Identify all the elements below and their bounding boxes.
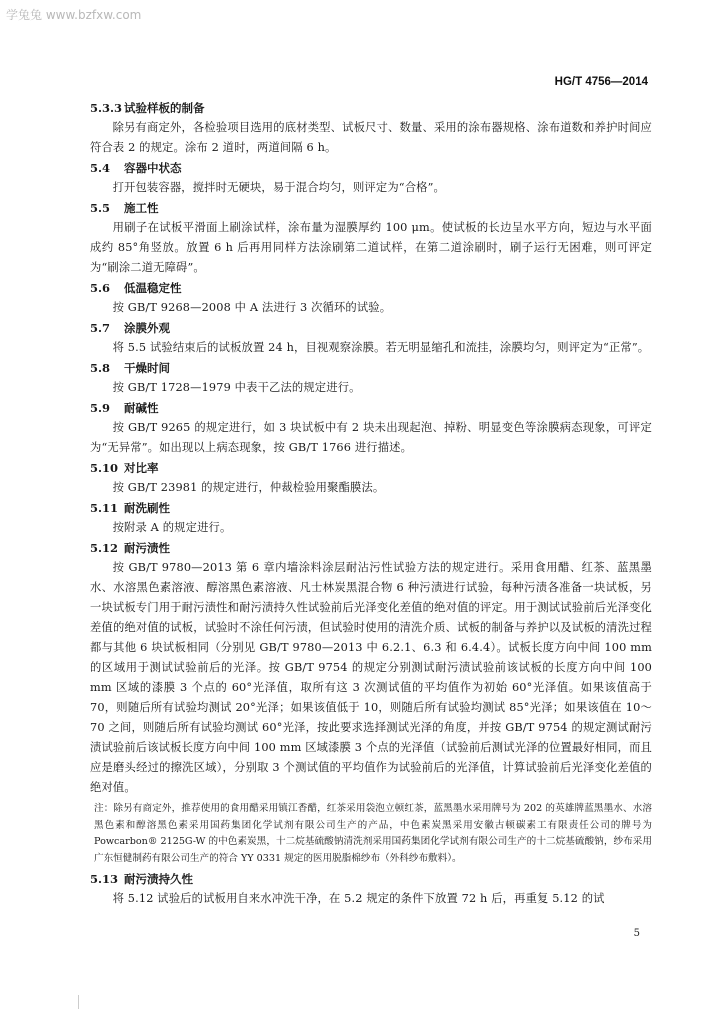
heading-5-12: 5.12 耐污渍性	[90, 541, 170, 555]
para-5-3-3: 除另有商定外，各检验项目选用的底材类型、试板尺寸、数量、采用的涂布器规格、涂布道数和养护时间应符合表 2 的规定。涂布 2 道时，两道间隔 6 h。	[90, 121, 652, 154]
para-5-11: 按附录 A 的规定进行。	[112, 521, 232, 534]
heading-5-10: 5.10 对比率	[90, 461, 159, 475]
heading-5-11: 5.11 耐洗刷性	[90, 501, 170, 515]
para-5-13: 将 5.12 试验后的试板用自来水冲洗干净，在 5.2 规定的条件下放置 72 h 后，再重复 5.12 的试	[112, 892, 605, 905]
standard-number: HG/T 4756—2014	[554, 76, 648, 88]
scan-edge-mark	[78, 995, 79, 1009]
para-5-12: 按 GB/T 9780—2013 第 6 章内墙涂料涂层耐沾污性试验方法的规定进行。采用食用醋、红茶、蓝黑墨水、水溶黑色素溶液、醇溶黑色素溶液、凡士林炭黑混合物 6 种污渍进行试验，每种污渍各准备一块试板，另一块试板专门用于耐污渍性和耐污渍持久性试验前后光泽变化差值的绝对值的评定。用于测试试验前后光泽变化差值的绝对值的试板，试验时不涂任何污渍，但试验时使用的清洗介质、试板的制备与养护以及试板的清洗过程都与其他 6 块试板相同（分别见 GB/T 9780—2013 中 6.2.1、6.3 和 6.4.4）。试板长度方向中间 100 mm 的区域用于测试试验前后的光泽。按 GB/T 9754 的规定分别测试耐污渍试验前该试板的长度方向中间 100 mm 区域的漆膜 3 个点的 60°光泽值，取所有这 3 次测试值的平均值作为初始 60°光泽值。如果该值高于 70，则随后所有试验均测试 20°光泽；如果该值低于 10，则随后所有试验均测试 85°光泽；如果该值在 10～70 之间，则随后所有试验均测试 60°光泽，按此要求选择测试光泽的角度，并按 GB/T 9754 的规定测试耐污渍试验前后该试板长度方向中间 100 mm 区域漆膜 3 个点的光泽值（试验前后测试光泽的位置最好相同，而且应是磨头经过的擦洗区域），分别取 3 个测试值的平均值作为试验前后的光泽值，计算试验前后光泽变化差值的绝对值。	[90, 561, 652, 794]
document-body	[90, 98, 652, 909]
para-5-4: 打开包装容器，搅拌时无硬块，易于混合均匀，则评定为“合格”。	[112, 181, 445, 194]
page-number: 5	[633, 928, 640, 939]
heading-5-7: 5.7 涂膜外观	[90, 321, 170, 335]
heading-5-8: 5.8 干燥时间	[90, 361, 170, 375]
para-5-10: 按 GB/T 23981 的规定进行，仲裁检验用聚酯膜法。	[112, 481, 385, 494]
heading-5-9: 5.9 耐碱性	[90, 401, 159, 415]
heading-5-5: 5.5 施工性	[90, 201, 159, 215]
para-5-6: 按 GB/T 9268—2008 中 A 法进行 3 次循环的试验。	[112, 301, 392, 314]
heading-5-13: 5.13 耐污渍持久性	[90, 872, 193, 886]
para-5-7: 将 5.5 试验结束后的试板放置 24 h，目视观察涂膜。若无明显缩孔和流挂，涂膜均匀，则评定为“正常”。	[112, 341, 650, 354]
heading-5-4: 5.4 容器中状态	[90, 161, 182, 175]
site-watermark: 学兔兔 www.bzfxw.com	[6, 8, 142, 22]
para-5-9: 按 GB/T 9265 的规定进行，如 3 块试板中有 2 块未出现起泡、掉粉、明显变色等涂膜病态现象，可评定为“无异常”。如出现以上病态现象，按 GB/T 1766 进行描述。	[90, 421, 652, 454]
para-5-8: 按 GB/T 1728—1979 中表干乙法的规定进行。	[112, 381, 361, 394]
heading-5-6: 5.6 低温稳定性	[90, 281, 182, 295]
heading-5-3-3: 5.3.3 试验样板的制备	[90, 101, 205, 115]
note-5-12: 注：除另有商定外，推荐使用的食用醋采用镇江香醋，红茶采用袋泡立顿红茶，蓝黑墨水采用牌号为 202 的英雄牌蓝黑墨水、水溶黑色素和醇溶黑色素采用国药集团化学试剂有限公司生产的产品，中色素炭黑采用安徽古顿碳素工有限责任公司的牌号为 Powcarbon® 2125G-W 的中色素炭黑，十二烷基硫酸钠清洗剂采用国药集团化学试剂有限公司生产的十二烷基硫酸钠，纱布采用广东恒健制药有限公司生产的符合 YY 0331 规定的医用脱脂棉纱布（外科纱布敷料）。	[94, 803, 652, 864]
para-5-5: 用刷子在试板平滑面上刷涂试样，涂布量为湿膜厚约 100 μm。使试板的长边呈水平方向，短边与水平面成约 85°角竖放。放置 6 h 后再用同样方法涂刷第二道试样，在第二道涂刷时，刷子运行无困难，则可评定为“刷涂二道无障碍”。	[90, 221, 652, 274]
